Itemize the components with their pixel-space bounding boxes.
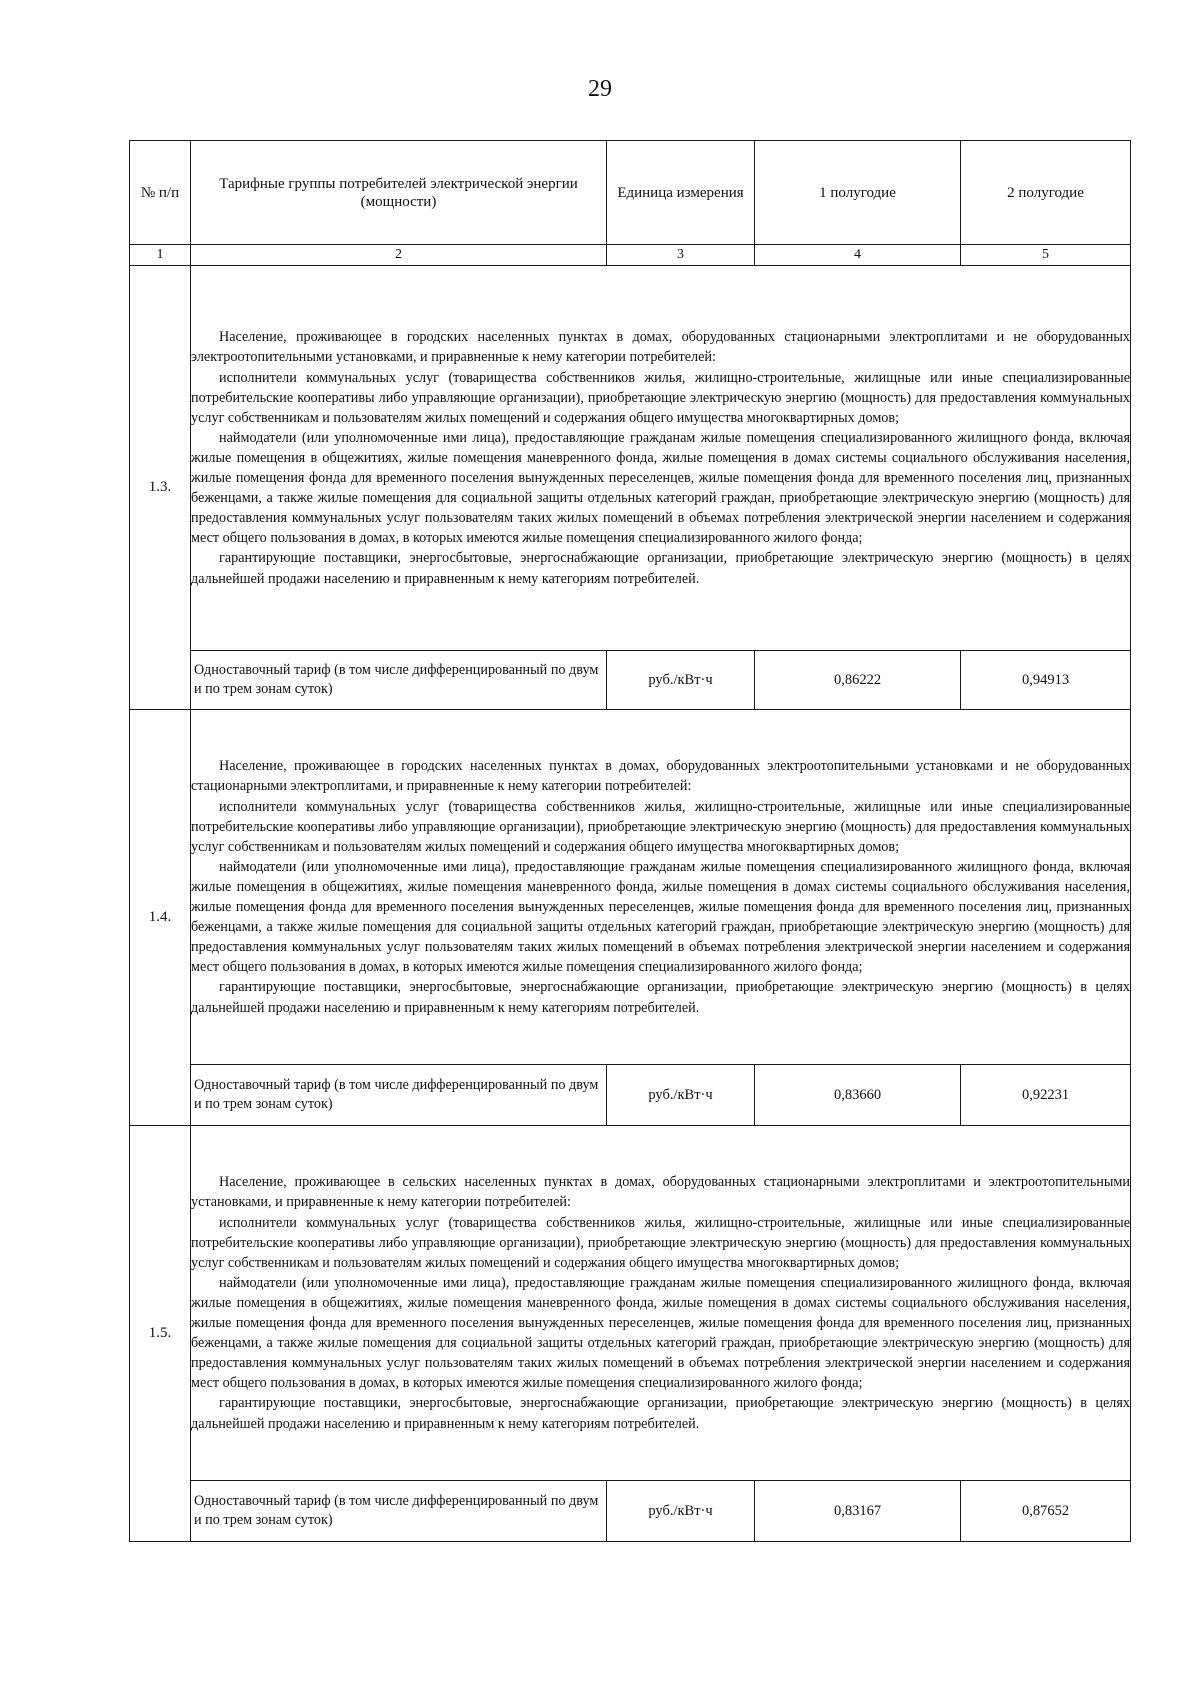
paragraph: исполнители коммунальных услуг (товарищества собственников жилья, жилищно-строительные, жилищные или иные специализированные потребительские кооперативы либо управляющие организации), приобретающие электрическую энергию (мощность) для предоставления коммунальных услуг собственникам и пользователям жилых помещений и содержания общего имущества многоквартирных домов; bbox=[191, 798, 1130, 855]
section-description bbox=[191, 1126, 1131, 1481]
tariff-value-half-2: 0,94913 bbox=[961, 651, 1131, 710]
column-number: 3 bbox=[607, 245, 755, 266]
section-description bbox=[191, 266, 1131, 651]
tariff-value-half-2: 0,92231 bbox=[961, 1065, 1131, 1126]
section-description bbox=[191, 710, 1131, 1065]
column-numbers-row bbox=[130, 245, 1131, 266]
paragraph: Население, проживающее в городских населенных пунктах в домах, оборудованных электроотопительными установками и не оборудованных стационарными электроплитами, и приравненные к нему категории потребителей: bbox=[191, 758, 1130, 795]
tariff-value-half-1: 0,83660 bbox=[755, 1065, 961, 1126]
paragraph: исполнители коммунальных услуг (товарищества собственников жилья, жилищно-строительные, жилищные или иные специализированные потребительские кооперативы либо управляющие организации), приобретающие электрическую энергию (мощность) для предоставления коммунальных услуг собственникам и пользователям жилых помещений и содержания общего имущества многоквартирных домов; bbox=[191, 1214, 1130, 1271]
section-number: 1.4. bbox=[130, 710, 191, 1126]
table-header-row bbox=[130, 141, 1131, 245]
tariff-value-half-2: 0,87652 bbox=[961, 1481, 1131, 1542]
tariff-unit: руб./кВт·ч bbox=[607, 1065, 755, 1126]
page-number: 29 bbox=[588, 76, 612, 102]
header-half-1: 1 полугодие bbox=[755, 141, 961, 245]
section-1-5-description-row bbox=[130, 1126, 1131, 1481]
tariff-name: Одноставочный тариф (в том числе дифференцированный по двум и по трем зонам суток) bbox=[191, 1065, 607, 1126]
paragraph: наймодатели (или уполномоченные ими лица), предоставляющие гражданам жилые помещения специализированного жилищного фонда, включая жилые помещения в общежитиях, жилые помещения маневренного фонда, жилые помещения в домах системы социального обслуживания населения, жилые помещения фонда для временного поселения вынужденных переселенцев, жилые помещения фонда для временного поселения лиц, признанных беженцами, а также жилые помещения для социальной защиты отдельных категорий граждан, приобретающие электрическую энергию (мощность) для предоставления коммунальных услуг пользователям таких жилых помещений в объемах потребления электрической энергии населением и содержания мест общего пользования в домах, в которых имеются жилые помещения специализированного жилого фонда; bbox=[191, 1274, 1130, 1392]
paragraph: гарантирующие поставщики, энергосбытовые, энергоснабжающие организации, приобретающие электрическую энергию (мощность) в целях дальнейшей продажи населению и приравненным к нему категориям потребителей. bbox=[191, 979, 1130, 1016]
tariff-unit: руб./кВт·ч bbox=[607, 1481, 755, 1542]
column-number: 5 bbox=[961, 245, 1131, 266]
tariff-table bbox=[129, 140, 1131, 1542]
section-1-3-tariff-row bbox=[130, 651, 1131, 710]
paragraph: Население, проживающее в сельских населенных пунктах в домах, оборудованных стационарными электроплитами и электроотопительными установками, и приравненные к нему категории потребителей: bbox=[191, 1174, 1130, 1211]
paragraph: Население, проживающее в городских населенных пунктах в домах, оборудованных стационарными электроплитами и не оборудованных электроотопительными установками, и приравненные к нему категории потребителей: bbox=[191, 329, 1130, 366]
paragraph: наймодатели (или уполномоченные ими лица), предоставляющие гражданам жилые помещения специализированного жилищного фонда, включая жилые помещения в общежитиях, жилые помещения маневренного фонда, жилые помещения в домах системы социального обслуживания населения, жилые помещения фонда для временного поселения вынужденных переселенцев, жилые помещения фонда для временного поселения лиц, признанных беженцами, а также жилые помещения для социальной защиты отдельных категорий граждан, приобретающие электрическую энергию (мощность) для предоставления коммунальных услуг пользователям таких жилых помещений в объемах потребления электрической энергии населением и содержания мест общего пользования в домах, в которых имеются жилые помещения специализированного жилого фонда; bbox=[191, 858, 1130, 976]
column-number: 4 bbox=[755, 245, 961, 266]
header-half-2: 2 полугодие bbox=[961, 141, 1131, 245]
header-unit: Единица измерения bbox=[607, 141, 755, 245]
section-1-5-tariff-row bbox=[130, 1481, 1131, 1542]
paragraph: исполнители коммунальных услуг (товарищества собственников жилья, жилищно-строительные, жилищные или иные специализированные потребительские кооперативы либо управляющие организации), приобретающие электрическую энергию (мощность) для предоставления коммунальных услуг собственникам и пользователям жилых помещений и содержания общего имущества многоквартирных домов; bbox=[191, 369, 1130, 426]
tariff-name: Одноставочный тариф (в том числе дифференцированный по двум и по трем зонам суток) bbox=[191, 1481, 607, 1542]
paragraph: гарантирующие поставщики, энергосбытовые, энергоснабжающие организации, приобретающие электрическую энергию (мощность) в целях дальнейшей продажи населению и приравненным к нему категориям потребителей. bbox=[191, 1395, 1130, 1432]
section-1-4-description-row bbox=[130, 710, 1131, 1065]
column-number: 1 bbox=[130, 245, 191, 266]
paragraph: наймодатели (или уполномоченные ими лица), предоставляющие гражданам жилые помещения специализированного жилищного фонда, включая жилые помещения в общежитиях, жилые помещения маневренного фонда, жилые помещения в домах системы социального обслуживания населения, жилые помещения фонда для временного поселения вынужденных переселенцев, жилые помещения фонда для временного поселения лиц, признанных беженцами, а также жилые помещения для социальной защиты отдельных категорий граждан, приобретающие электрическую энергию (мощность) для предоставления коммунальных услуг пользователям таких жилых помещений в объемах потребления электрической энергии населением и содержания мест общего пользования в домах, в которых имеются жилые помещения специализированного жилого фонда; bbox=[191, 429, 1130, 547]
column-number: 2 bbox=[191, 245, 607, 266]
section-number: 1.3. bbox=[130, 266, 191, 710]
section-1-4-tariff-row bbox=[130, 1065, 1131, 1126]
paragraph: гарантирующие поставщики, энергосбытовые, энергоснабжающие организации, приобретающие электрическую энергию (мощность) в целях дальнейшей продажи населению и приравненным к нему категориям потребителей. bbox=[191, 550, 1130, 587]
section-number: 1.5. bbox=[130, 1126, 191, 1542]
tariff-value-half-1: 0,86222 bbox=[755, 651, 961, 710]
header-group: Тарифные группы потребителей электрической энергии (мощности) bbox=[191, 141, 607, 245]
header-num: № п/п bbox=[130, 141, 191, 245]
tariff-name: Одноставочный тариф (в том числе дифференцированный по двум и по трем зонам суток) bbox=[191, 651, 607, 710]
tariff-value-half-1: 0,83167 bbox=[755, 1481, 961, 1542]
tariff-unit: руб./кВт·ч bbox=[607, 651, 755, 710]
section-1-3-description-row bbox=[130, 266, 1131, 651]
